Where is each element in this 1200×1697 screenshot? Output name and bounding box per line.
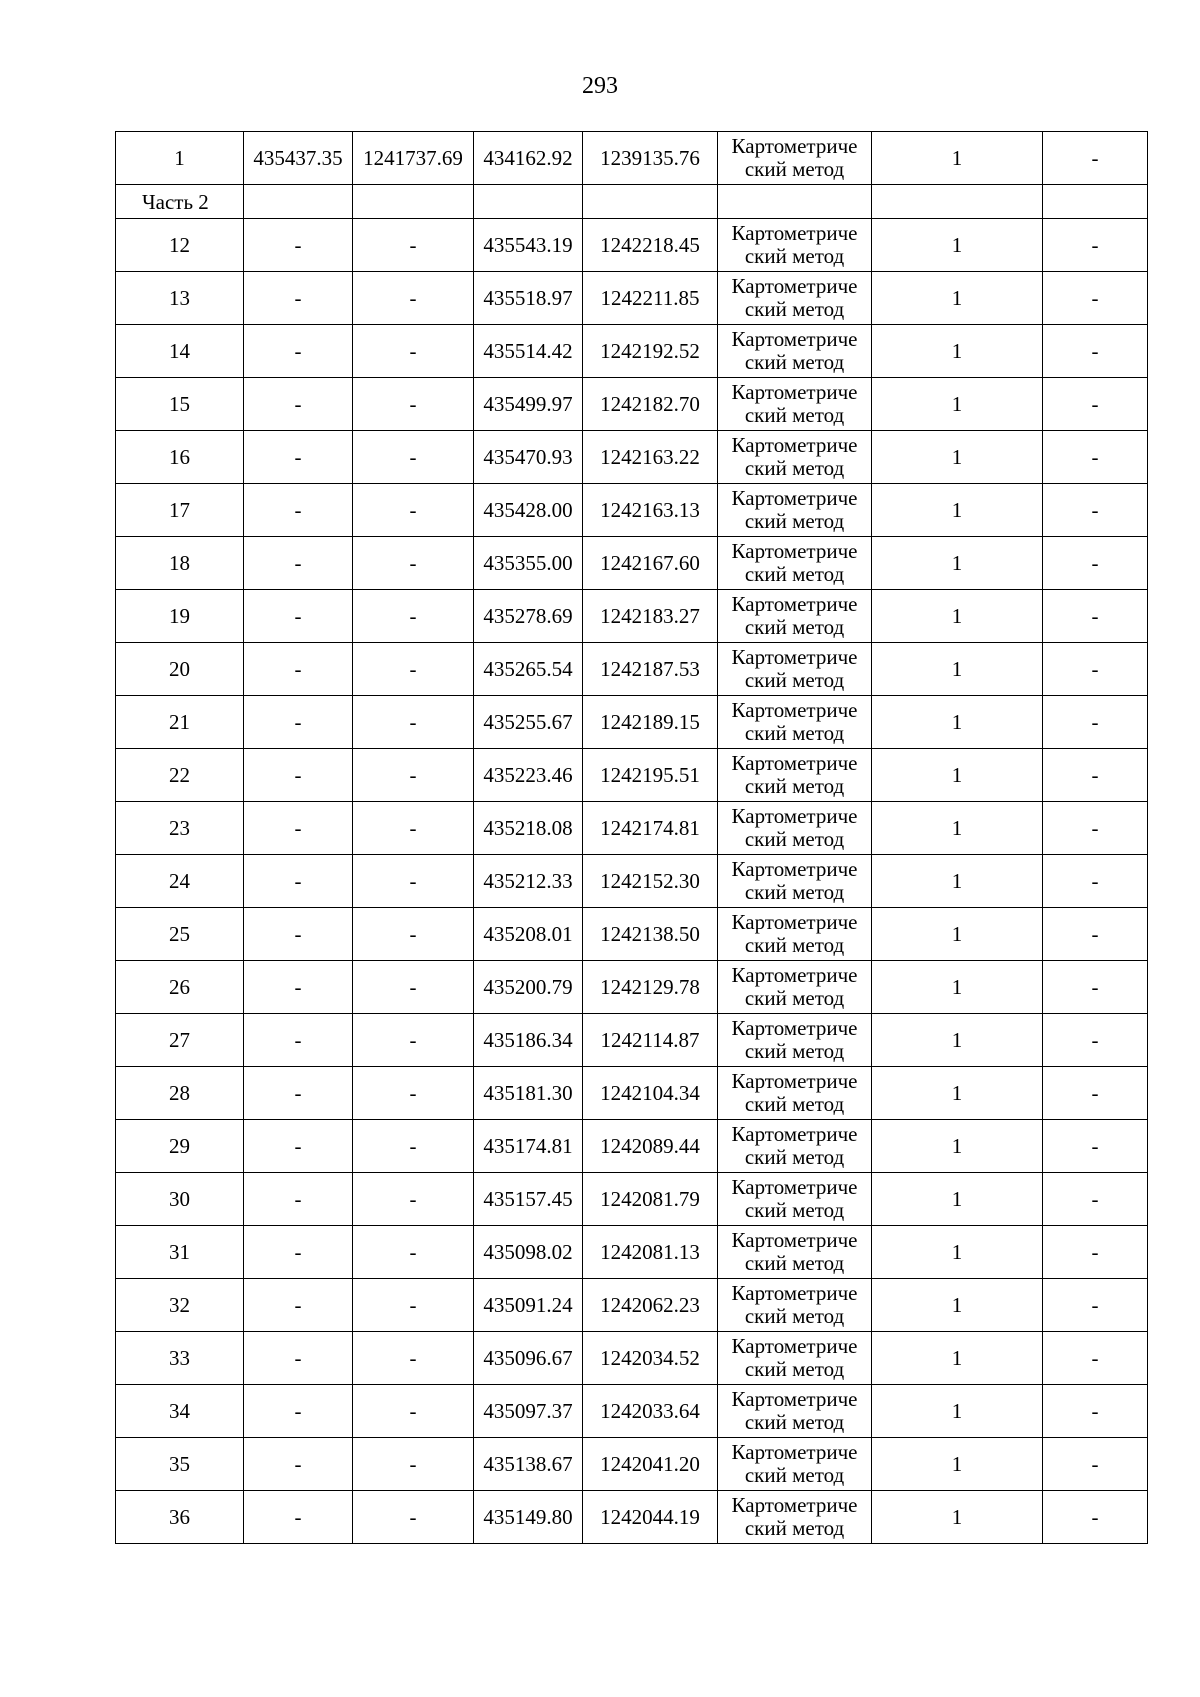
- y-old-cell: -: [353, 537, 474, 590]
- point-number-cell: 16: [116, 431, 244, 484]
- point-number-cell: 30: [116, 1173, 244, 1226]
- point-number-cell: 17: [116, 484, 244, 537]
- y-new-cell: 1242034.52: [583, 1332, 718, 1385]
- method-cell: Картометриче ский метод: [718, 272, 872, 325]
- y-new-cell: 1242089.44: [583, 1120, 718, 1173]
- point-number-cell: 31: [116, 1226, 244, 1279]
- y-old-cell: -: [353, 696, 474, 749]
- point-number-cell: 22: [116, 749, 244, 802]
- y-old-cell: -: [353, 1332, 474, 1385]
- precision-cell: 1: [872, 802, 1043, 855]
- y-new-cell: 1242182.70: [583, 378, 718, 431]
- description-cell: -: [1043, 1014, 1148, 1067]
- description-cell: -: [1043, 749, 1148, 802]
- y-new-cell: 1242192.52: [583, 325, 718, 378]
- method-cell: Картометриче ский метод: [718, 537, 872, 590]
- page-number: 293: [582, 73, 618, 99]
- method-cell: Картометриче ский метод: [718, 855, 872, 908]
- table-row: [116, 961, 1148, 1014]
- y-old-cell: -: [353, 1120, 474, 1173]
- description-cell: -: [1043, 484, 1148, 537]
- y-new-cell: 1242152.30: [583, 855, 718, 908]
- point-number-cell: 15: [116, 378, 244, 431]
- description-cell: -: [1043, 908, 1148, 961]
- x-old-cell: -: [244, 1173, 353, 1226]
- y-new-cell: 1242218.45: [583, 219, 718, 272]
- precision-cell: 1: [872, 590, 1043, 643]
- description-cell: -: [1043, 431, 1148, 484]
- coordinates-table-body: [116, 132, 1148, 1544]
- y-old-cell: -: [353, 961, 474, 1014]
- precision-cell: 1: [872, 1173, 1043, 1226]
- point-number-cell: 32: [116, 1279, 244, 1332]
- x-new-cell: 435223.46: [474, 749, 583, 802]
- x-new-cell: 435212.33: [474, 855, 583, 908]
- y-old-cell: -: [353, 1438, 474, 1491]
- x-new-cell: 435499.97: [474, 378, 583, 431]
- description-cell: -: [1043, 855, 1148, 908]
- y-new-cell: 1242163.13: [583, 484, 718, 537]
- point-number-cell: 13: [116, 272, 244, 325]
- point-number-cell: 12: [116, 219, 244, 272]
- method-cell: Картометриче ский метод: [718, 1332, 872, 1385]
- description-cell: -: [1043, 219, 1148, 272]
- y-old-cell: -: [353, 1014, 474, 1067]
- method-cell: Картометриче ский метод: [718, 961, 872, 1014]
- point-number-cell: 1: [116, 132, 244, 185]
- table-row: [116, 1120, 1148, 1173]
- x-old-cell: -: [244, 749, 353, 802]
- x-new-cell: 435514.42: [474, 325, 583, 378]
- precision-cell: 1: [872, 537, 1043, 590]
- x-new-cell: 435208.01: [474, 908, 583, 961]
- table-row: [116, 378, 1148, 431]
- y-old-cell: -: [353, 1226, 474, 1279]
- precision-cell: 1: [872, 1279, 1043, 1332]
- y-new-cell: 1242041.20: [583, 1438, 718, 1491]
- table-row: [116, 643, 1148, 696]
- y-old-cell: -: [353, 378, 474, 431]
- x-old-cell: -: [244, 272, 353, 325]
- description-cell: -: [1043, 643, 1148, 696]
- table-row: [116, 802, 1148, 855]
- empty-cell: [474, 185, 583, 219]
- y-new-cell: 1242138.50: [583, 908, 718, 961]
- x-new-cell: 435218.08: [474, 802, 583, 855]
- x-new-cell: 435255.67: [474, 696, 583, 749]
- x-old-cell: 435437.35: [244, 132, 353, 185]
- precision-cell: 1: [872, 961, 1043, 1014]
- x-old-cell: -: [244, 590, 353, 643]
- table-row: [116, 537, 1148, 590]
- x-old-cell: -: [244, 1332, 353, 1385]
- point-number-cell: 36: [116, 1491, 244, 1544]
- description-cell: -: [1043, 1120, 1148, 1173]
- y-old-cell: -: [353, 590, 474, 643]
- table-row: [116, 1438, 1148, 1491]
- x-old-cell: -: [244, 1385, 353, 1438]
- description-cell: -: [1043, 802, 1148, 855]
- table-row: [116, 431, 1148, 484]
- x-old-cell: -: [244, 643, 353, 696]
- precision-cell: 1: [872, 1385, 1043, 1438]
- point-number-cell: 33: [116, 1332, 244, 1385]
- y-new-cell: 1242081.13: [583, 1226, 718, 1279]
- method-cell: Картометриче ский метод: [718, 749, 872, 802]
- precision-cell: 1: [872, 325, 1043, 378]
- coordinates-table: [115, 131, 1148, 1544]
- table-row: [116, 1067, 1148, 1120]
- table-row: [116, 132, 1148, 185]
- y-old-cell: -: [353, 431, 474, 484]
- method-cell: Картометриче ский метод: [718, 325, 872, 378]
- x-new-cell: 435181.30: [474, 1067, 583, 1120]
- method-cell: Картометриче ский метод: [718, 1226, 872, 1279]
- empty-cell: [872, 185, 1043, 219]
- x-new-cell: 435096.67: [474, 1332, 583, 1385]
- x-old-cell: -: [244, 1120, 353, 1173]
- y-old-cell: -: [353, 802, 474, 855]
- y-new-cell: 1242044.19: [583, 1491, 718, 1544]
- precision-cell: 1: [872, 643, 1043, 696]
- x-old-cell: -: [244, 325, 353, 378]
- x-old-cell: -: [244, 908, 353, 961]
- y-new-cell: 1242163.22: [583, 431, 718, 484]
- table-row: [116, 219, 1148, 272]
- x-new-cell: 435470.93: [474, 431, 583, 484]
- precision-cell: 1: [872, 908, 1043, 961]
- precision-cell: 1: [872, 749, 1043, 802]
- table-row: [116, 1491, 1148, 1544]
- y-old-cell: -: [353, 325, 474, 378]
- empty-cell: [1043, 185, 1148, 219]
- precision-cell: 1: [872, 272, 1043, 325]
- method-cell: Картометриче ский метод: [718, 802, 872, 855]
- x-new-cell: 435200.79: [474, 961, 583, 1014]
- description-cell: -: [1043, 1226, 1148, 1279]
- point-number-cell: 27: [116, 1014, 244, 1067]
- y-new-cell: 1242167.60: [583, 537, 718, 590]
- x-old-cell: -: [244, 431, 353, 484]
- x-new-cell: 435098.02: [474, 1226, 583, 1279]
- method-cell: Картометриче ский метод: [718, 1120, 872, 1173]
- method-cell: Картометриче ский метод: [718, 1491, 872, 1544]
- point-number-cell: 28: [116, 1067, 244, 1120]
- point-number-cell: 26: [116, 961, 244, 1014]
- y-old-cell: -: [353, 749, 474, 802]
- x-old-cell: -: [244, 1438, 353, 1491]
- y-old-cell: -: [353, 908, 474, 961]
- y-old-cell: -: [353, 219, 474, 272]
- section-label: Часть 2: [116, 185, 244, 219]
- x-old-cell: -: [244, 1226, 353, 1279]
- y-new-cell: 1242062.23: [583, 1279, 718, 1332]
- precision-cell: 1: [872, 1014, 1043, 1067]
- description-cell: -: [1043, 696, 1148, 749]
- empty-cell: [353, 185, 474, 219]
- method-cell: Картометриче ский метод: [718, 1279, 872, 1332]
- table-row: [116, 1173, 1148, 1226]
- y-old-cell: -: [353, 272, 474, 325]
- precision-cell: 1: [872, 1120, 1043, 1173]
- description-cell: -: [1043, 961, 1148, 1014]
- method-cell: Картометриче ский метод: [718, 1438, 872, 1491]
- method-cell: Картометриче ский метод: [718, 1014, 872, 1067]
- x-new-cell: 435355.00: [474, 537, 583, 590]
- x-new-cell: 435428.00: [474, 484, 583, 537]
- precision-cell: 1: [872, 378, 1043, 431]
- point-number-cell: 34: [116, 1385, 244, 1438]
- x-old-cell: -: [244, 1491, 353, 1544]
- description-cell: -: [1043, 272, 1148, 325]
- method-cell: Картометриче ский метод: [718, 696, 872, 749]
- y-new-cell: 1242104.34: [583, 1067, 718, 1120]
- y-new-cell: 1242129.78: [583, 961, 718, 1014]
- x-old-cell: -: [244, 1067, 353, 1120]
- point-number-cell: 35: [116, 1438, 244, 1491]
- precision-cell: 1: [872, 696, 1043, 749]
- table-row: [116, 749, 1148, 802]
- table-row: [116, 908, 1148, 961]
- description-cell: -: [1043, 1173, 1148, 1226]
- y-old-cell: -: [353, 1279, 474, 1332]
- description-cell: -: [1043, 1067, 1148, 1120]
- precision-cell: 1: [872, 1226, 1043, 1279]
- point-number-cell: 23: [116, 802, 244, 855]
- x-old-cell: -: [244, 537, 353, 590]
- method-cell: Картометриче ский метод: [718, 431, 872, 484]
- method-cell: Картометриче ский метод: [718, 484, 872, 537]
- x-old-cell: -: [244, 961, 353, 1014]
- method-cell: Картометриче ский метод: [718, 1067, 872, 1120]
- x-new-cell: 435138.67: [474, 1438, 583, 1491]
- x-old-cell: -: [244, 1014, 353, 1067]
- table-row: [116, 1332, 1148, 1385]
- precision-cell: 1: [872, 1332, 1043, 1385]
- table-row: [116, 1385, 1148, 1438]
- description-cell: -: [1043, 378, 1148, 431]
- table-row: [116, 590, 1148, 643]
- x-new-cell: 435149.80: [474, 1491, 583, 1544]
- precision-cell: 1: [872, 1438, 1043, 1491]
- description-cell: -: [1043, 1438, 1148, 1491]
- x-new-cell: 435174.81: [474, 1120, 583, 1173]
- table-row: [116, 484, 1148, 537]
- x-new-cell: 435157.45: [474, 1173, 583, 1226]
- table-row: [116, 325, 1148, 378]
- x-old-cell: -: [244, 802, 353, 855]
- y-old-cell: -: [353, 643, 474, 696]
- description-cell: -: [1043, 1491, 1148, 1544]
- precision-cell: 1: [872, 219, 1043, 272]
- description-cell: -: [1043, 590, 1148, 643]
- y-new-cell: 1242114.87: [583, 1014, 718, 1067]
- y-new-cell: 1242211.85: [583, 272, 718, 325]
- method-cell: Картометриче ский метод: [718, 643, 872, 696]
- method-cell: Картометриче ский метод: [718, 219, 872, 272]
- section-row: [116, 185, 1148, 219]
- x-new-cell: 434162.92: [474, 132, 583, 185]
- x-new-cell: 435543.19: [474, 219, 583, 272]
- point-number-cell: 21: [116, 696, 244, 749]
- precision-cell: 1: [872, 132, 1043, 185]
- point-number-cell: 18: [116, 537, 244, 590]
- table-row: [116, 272, 1148, 325]
- x-new-cell: 435097.37: [474, 1385, 583, 1438]
- table-row: [116, 1279, 1148, 1332]
- description-cell: -: [1043, 1385, 1148, 1438]
- x-old-cell: -: [244, 1279, 353, 1332]
- point-number-cell: 14: [116, 325, 244, 378]
- x-old-cell: -: [244, 855, 353, 908]
- y-new-cell: 1242033.64: [583, 1385, 718, 1438]
- point-number-cell: 24: [116, 855, 244, 908]
- method-cell: Картометриче ский метод: [718, 908, 872, 961]
- description-cell: -: [1043, 1332, 1148, 1385]
- empty-cell: [583, 185, 718, 219]
- x-new-cell: 435278.69: [474, 590, 583, 643]
- table-row: [116, 1226, 1148, 1279]
- x-new-cell: 435186.34: [474, 1014, 583, 1067]
- method-cell: Картометриче ский метод: [718, 378, 872, 431]
- y-old-cell: -: [353, 484, 474, 537]
- y-new-cell: 1242195.51: [583, 749, 718, 802]
- y-old-cell: -: [353, 855, 474, 908]
- point-number-cell: 25: [116, 908, 244, 961]
- description-cell: -: [1043, 1279, 1148, 1332]
- precision-cell: 1: [872, 484, 1043, 537]
- method-cell: Картометриче ский метод: [718, 590, 872, 643]
- x-new-cell: 435518.97: [474, 272, 583, 325]
- y-old-cell: -: [353, 1067, 474, 1120]
- y-new-cell: 1242187.53: [583, 643, 718, 696]
- y-new-cell: 1242183.27: [583, 590, 718, 643]
- point-number-cell: 29: [116, 1120, 244, 1173]
- y-new-cell: 1239135.76: [583, 132, 718, 185]
- empty-cell: [244, 185, 353, 219]
- precision-cell: 1: [872, 855, 1043, 908]
- x-old-cell: -: [244, 378, 353, 431]
- table-row: [116, 1014, 1148, 1067]
- method-cell: Картометриче ский метод: [718, 1173, 872, 1226]
- description-cell: -: [1043, 132, 1148, 185]
- precision-cell: 1: [872, 431, 1043, 484]
- precision-cell: 1: [872, 1067, 1043, 1120]
- y-new-cell: 1242189.15: [583, 696, 718, 749]
- point-number-cell: 19: [116, 590, 244, 643]
- y-old-cell: -: [353, 1385, 474, 1438]
- x-new-cell: 435265.54: [474, 643, 583, 696]
- x-old-cell: -: [244, 219, 353, 272]
- empty-cell: [718, 185, 872, 219]
- table-row: [116, 696, 1148, 749]
- x-new-cell: 435091.24: [474, 1279, 583, 1332]
- y-old-cell: -: [353, 1173, 474, 1226]
- description-cell: -: [1043, 325, 1148, 378]
- method-cell: Картометриче ский метод: [718, 1385, 872, 1438]
- x-old-cell: -: [244, 696, 353, 749]
- x-old-cell: -: [244, 484, 353, 537]
- y-new-cell: 1242174.81: [583, 802, 718, 855]
- y-old-cell: 1241737.69: [353, 132, 474, 185]
- y-old-cell: -: [353, 1491, 474, 1544]
- method-cell: Картометриче ский метод: [718, 132, 872, 185]
- point-number-cell: 20: [116, 643, 244, 696]
- precision-cell: 1: [872, 1491, 1043, 1544]
- y-new-cell: 1242081.79: [583, 1173, 718, 1226]
- table-row: [116, 855, 1148, 908]
- description-cell: -: [1043, 537, 1148, 590]
